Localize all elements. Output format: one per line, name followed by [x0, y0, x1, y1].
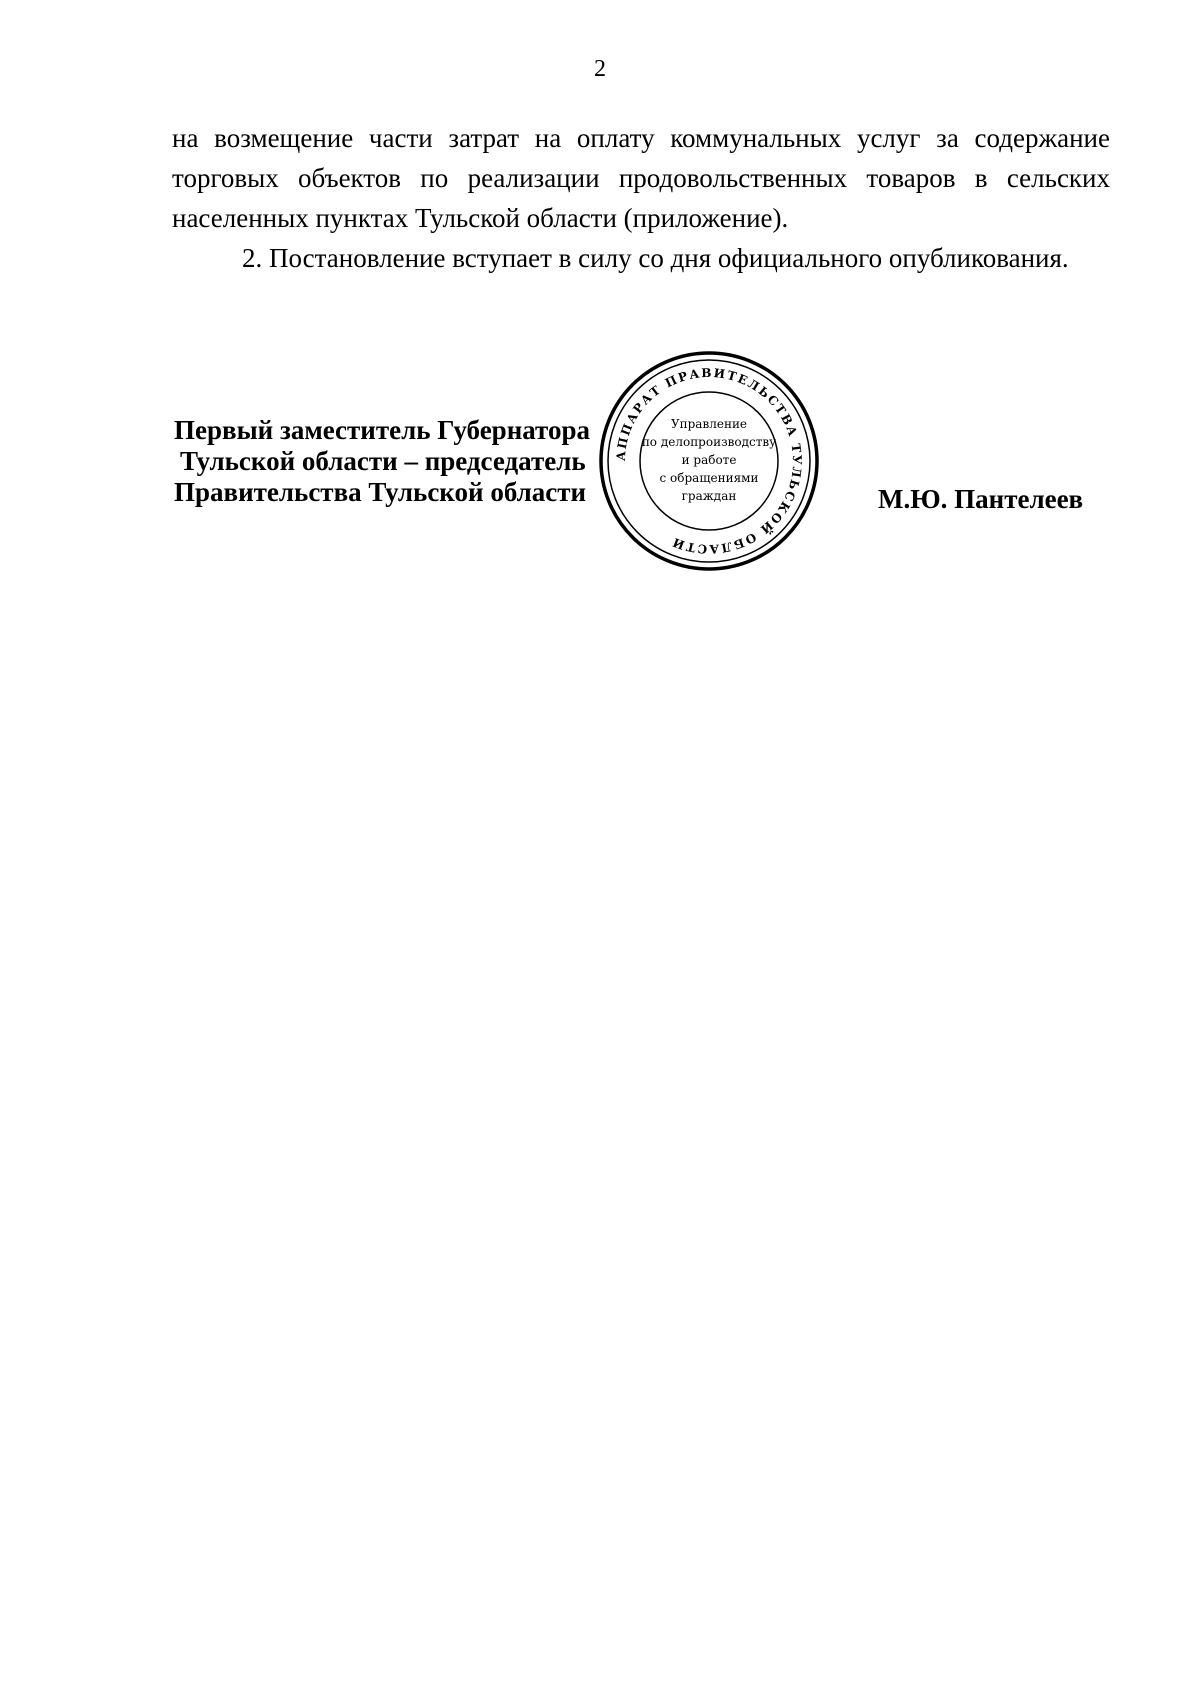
seal-inner-line-5: граждан	[681, 489, 737, 503]
seal-outer-text: АППАРАТ ПРАВИТЕЛЬСТВА ТУЛЬСКОЙ ОБЛАСТИ	[613, 365, 805, 557]
signatory-position-line-3: Правительства Тульской области	[174, 477, 587, 507]
body-paragraph-effective-date: 2. Постановление вступает в силу со дня официального опубликования.	[242, 243, 1069, 273]
seal-inner-line-1: Управление	[670, 417, 748, 431]
official-seal-graphic	[598, 350, 820, 572]
page-number: 2	[594, 56, 606, 82]
seal-inner-line-4: с обращениями	[659, 471, 759, 485]
signatory-position-line-2: Тульской области – председатель	[180, 446, 586, 476]
document-body	[172, 118, 1110, 278]
official-seal	[598, 350, 820, 572]
body-paragraph-continuation: на возмещение части затрат на оплату коммунальных услуг за содержание торговых объектов по реализации продовольственных товаров в сельских населенных пунктах Тульской области (приложение).	[172, 123, 1110, 233]
seal-inner-line-3: и работе	[681, 453, 737, 467]
signatory-name: М.Ю. Пантелеев	[878, 484, 1084, 514]
signatory-position-line-1: Первый заместитель Губернатора	[174, 415, 590, 445]
seal-inner-line-2: по делопроизводству	[641, 435, 777, 449]
